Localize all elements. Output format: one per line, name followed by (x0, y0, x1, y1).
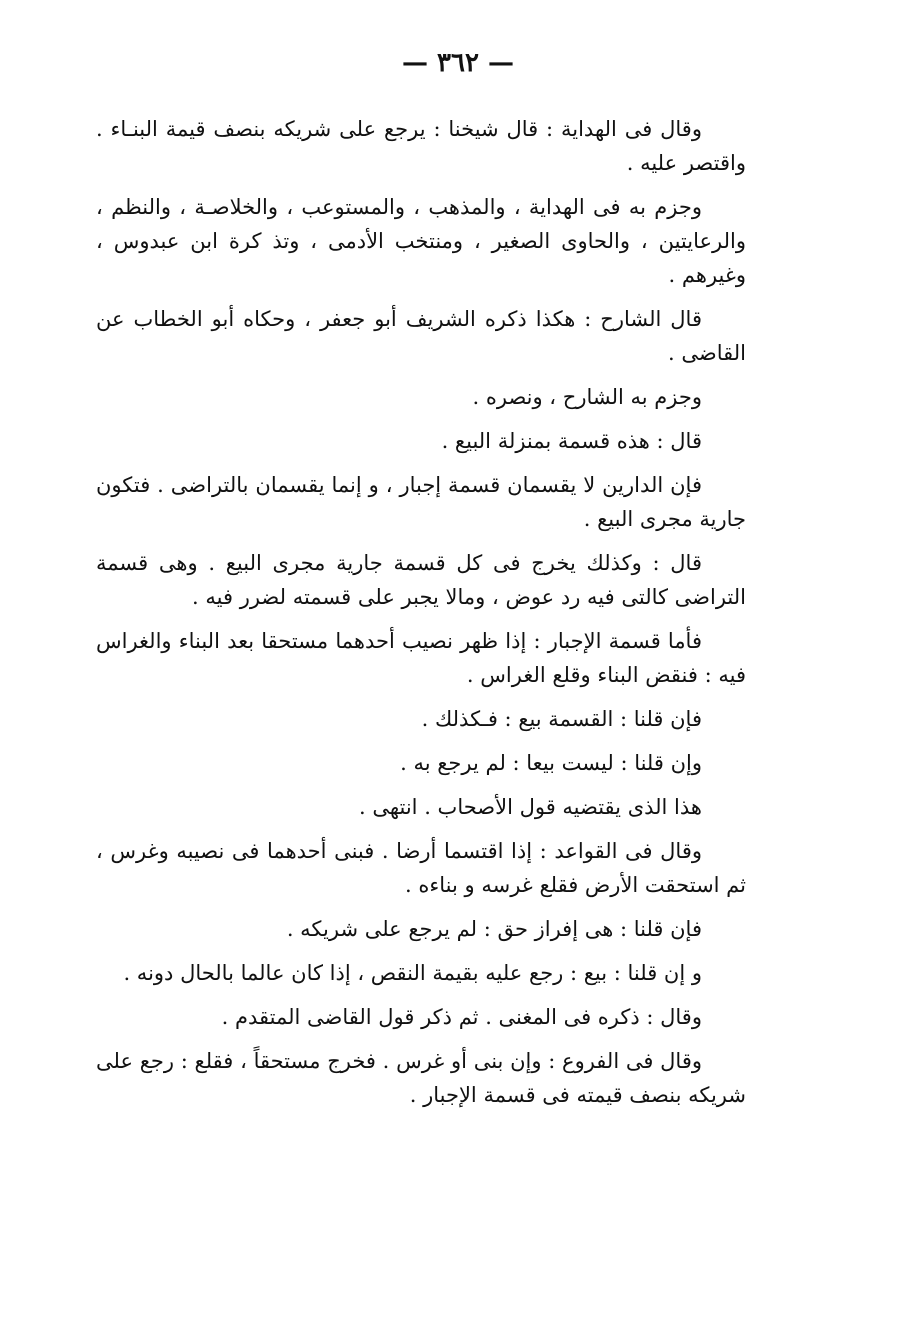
paragraph: هذا الذى يقتضيه قول الأصحاب . انتهى . (358, 795, 702, 819)
paragraph: قال الشارح : هكذا ذكره الشريف أبو جعفر ، وحكاه أبو الخطاب عن القاضى . (96, 307, 746, 365)
paragraph: قال : وكذلك يخرج فى كل قسمة جارية مجرى البيع . وهى قسمة التراضى كالتى فيه رد عوض ، ومالا يجبر على قسمته لضرر فيه . (96, 551, 746, 609)
paragraph: وقال فى الفروع : وإن بنى أو غرس . فخرج مستحقاً ، فقلع : رجع على شريكه بنصف قيمته فى قسمة الإجبار . (96, 1049, 746, 1107)
paragraph: وجزم به الشارح ، ونصره . (472, 385, 702, 409)
paragraph: وقال فى القواعد : إذا اقتسما أرضا . فبنى أحدهما فى نصيبه وغرس ، ثم استحقت الأرض فقلع غرسه و بناءه . (96, 839, 746, 897)
paragraph: فإن قلنا : القسمة بيع : فـكذلك . (421, 707, 702, 731)
paragraph: و إن قلنا : بيع : رجع عليه بقيمة النقص ، إذا كان عالما بالحال دونه . (123, 961, 702, 985)
paragraph: وإن قلنا : ليست بيعا : لم يرجع به . (400, 751, 702, 775)
paragraph: فإن قلنا : هى إفراز حق : لم يرجع على شريكه . (286, 917, 702, 941)
paragraph: فإن الدارين لا يقسمان قسمة إجبار ، و إنما يقسمان بالتراضى . فتكون جارية مجرى البيع . (96, 473, 746, 531)
paragraph: فأما قسمة الإجبار : إذا ظهر نصيب أحدهما مستحقا بعد البناء والغراس فيه : فنقض البناء وقلع الغراس . (96, 629, 746, 687)
body-text (96, 112, 746, 1122)
paragraph: وجزم به فى الهداية ، والمذهب ، والمستوعب ، والخلاصـة ، والنظم ، والرعايتين ، والحاوى الصغير ، ومنتخب الأدمى ، وتذ كرة ابن عبدوس ، وغيرهم . (96, 195, 746, 287)
paragraph: قال : هذه قسمة بمنزلة البيع . (441, 429, 702, 453)
page-number: — ٣٦٢ — (401, 48, 515, 78)
paragraph: وقال فى الهداية : قال شيخنا : يرجع على شريكه بنصف قيمة البنـاء . واقتصر عليه . (96, 117, 746, 175)
paragraph: وقال : ذكره فى المغنى . ثم ذكر قول القاضى المتقدم . (221, 1005, 702, 1029)
